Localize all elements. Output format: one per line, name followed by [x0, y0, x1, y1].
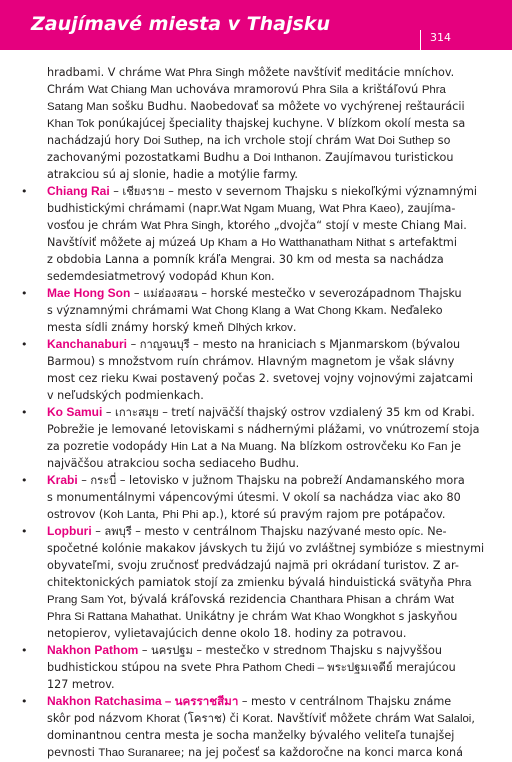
place-name: Krabi [47, 473, 78, 487]
text-line [47, 557, 499, 574]
text-line [47, 81, 499, 98]
highlighted-term: Khun Kon [220, 271, 271, 283]
text-line [47, 676, 499, 693]
bullet-item-line [21, 183, 499, 200]
text-segment: . Unikátny je chrám [178, 610, 292, 623]
text-segment: sedemdesiatmetrový vodopád [47, 270, 221, 283]
text-segment: môžete navštíviť meditácie mníchov. [244, 66, 455, 79]
text-line [47, 64, 499, 81]
text-line [47, 200, 499, 217]
place-name: Chiang Rai [47, 184, 110, 198]
text-segment: a [247, 236, 262, 249]
text-segment: ponúkajúcej špeciality thajskej kuchyne. V blízkom okolí mesta sa [94, 117, 466, 130]
highlighted-term: Up Kham [199, 237, 248, 249]
highlighted-term: Khan Tok [47, 118, 95, 130]
highlighted-term: Wat Doi Suthep [354, 135, 435, 147]
bullet-item-line [21, 693, 499, 710]
text-segment: – ลพบุรี – mesto v centrálnom Thajsku nazývané [91, 525, 365, 538]
text-line [47, 489, 499, 506]
bullet-item-line [21, 523, 499, 540]
text-segment: Chrám [47, 83, 88, 96]
text-line [47, 710, 499, 727]
highlighted-term: Wat Chong Kkam [294, 305, 384, 317]
text-line [47, 608, 499, 625]
text-segment: . Neďaleko [383, 304, 443, 317]
text-line [47, 744, 499, 761]
bullet-icon: • [21, 287, 28, 300]
bullet-icon: • [21, 474, 28, 487]
text-segment: uchováva mramorovú [172, 83, 303, 96]
highlighted-term: Doi Suthep [143, 135, 200, 147]
text-segment: vosťou je chrám [47, 219, 141, 232]
bullet-item-line [21, 642, 499, 659]
text-segment: . Ne- [420, 525, 447, 538]
text-segment: budhistickými chrámami (napr. [47, 202, 221, 215]
highlighted-term: Koh Lanta [103, 509, 156, 521]
highlighted-term: Satang Man [47, 101, 109, 113]
text-segment: – กาญจนบุรี – mesto na hraniciach s Mjanmarskom (bývalou [127, 338, 461, 351]
text-segment: nachádzajú hory [47, 134, 144, 147]
place-name: Kanchanaburi [47, 337, 128, 351]
text-segment: zachovanými pozostatkami Budhu a [47, 151, 254, 164]
highlighted-term: Wat Ngam Muang [220, 203, 313, 215]
bullet-icon: • [21, 644, 28, 657]
text-segment: obyvateľmi, svoju zručnosť predvádzajú najmä pri okrádaní turistov. Z ar- [47, 559, 459, 572]
header-divider [420, 30, 421, 50]
highlighted-term: Ho Watthanatham Nithat [261, 237, 386, 249]
place-name: Nakhon Ratchasima [47, 694, 162, 708]
highlighted-term: Ko Fan [410, 441, 448, 453]
bullet-item-line [21, 285, 499, 302]
text-segment: a [207, 440, 221, 453]
highlighted-term: Wat Chong Klang [191, 305, 281, 317]
text-segment: Navštíviť môžete aj múzeá [47, 236, 200, 249]
text-line [47, 217, 499, 234]
highlighted-term: Wat Phra Singh [140, 220, 221, 232]
highlighted-term: Phi Phi [162, 509, 199, 521]
text-segment: ) či [221, 712, 243, 725]
text-segment: – เกาะสมุย – tretí najväčší thajský ostrov vzdialený 35 km od Krabi. [102, 406, 475, 419]
text-segment: ostrovov ( [47, 508, 104, 521]
text-segment: s významnými chrámami [47, 304, 192, 317]
text-segment: dominantnou centra mesta je socha manželky bývalého veliteľa tunajšej [47, 729, 455, 742]
text-segment: – แม่ฮ่องสอน – horské mestečko v severozápadnom Thajsku [130, 287, 462, 300]
text-segment: chitektonických pamiatok stojí za zmienku bývalá hinduistická svätyňa [47, 576, 448, 589]
highlighted-term: Dlhých krkov [227, 322, 293, 334]
text-segment: v neľudských podmienkach. [47, 389, 204, 402]
text-segment: za pozretie vodopády [47, 440, 171, 453]
text-line [47, 421, 499, 438]
bullet-icon: • [21, 338, 28, 351]
text-line [47, 438, 499, 455]
highlighted-term: Wat [434, 594, 455, 606]
text-line [47, 540, 499, 557]
text-segment: mesta sídli známy horský kmeň [47, 321, 228, 334]
bullet-icon: • [21, 185, 28, 198]
text-segment: a chrám [381, 593, 435, 606]
bullet-icon: • [21, 406, 28, 419]
text-segment: s monumentálnymi vápencovými útesmi. V okolí sa nachádza viac ako 80 [47, 491, 461, 504]
text-segment: najväčšou atrakciou socha sediaceho Budhu. [47, 457, 300, 470]
highlighted-term: โคราช [187, 713, 222, 725]
text-line [47, 268, 499, 285]
text-segment: netopierov, vylietavajúcich denne okolo 18. hodiny za potravou. [47, 627, 407, 640]
text-segment: ), zaujíma- [396, 202, 456, 215]
text-line [47, 353, 499, 370]
page-number: 314 [430, 31, 451, 44]
text-line [47, 251, 499, 268]
highlighted-term: Hin Lat [170, 441, 208, 453]
highlighted-term: Phra Pathom Chedi – พระปฐมเจดีย์ [215, 662, 393, 674]
highlighted-term: Phra [447, 577, 472, 589]
body-text [21, 64, 499, 761]
highlighted-term: Wat Phra Singh [164, 67, 245, 79]
text-line [47, 319, 499, 336]
text-segment: , bývalá kráľovská rezidencia [123, 593, 290, 606]
highlighted-term: mesto opíc [364, 526, 421, 538]
highlighted-term: Na Muang [220, 441, 274, 453]
bullet-item-line [21, 404, 499, 421]
text-line [47, 387, 499, 404]
text-line [47, 115, 499, 132]
text-segment: – นครปฐม – mestečko v strednom Thajsku s najvyššou [138, 644, 442, 657]
place-name: Mae Hong Son [47, 286, 131, 300]
text-segment: 127 metrov. [47, 678, 115, 691]
bullet-item-line [21, 472, 499, 489]
text-line [47, 727, 499, 744]
text-segment: a [280, 304, 295, 317]
bullet-item-line [21, 336, 499, 353]
text-segment: so [434, 134, 451, 147]
highlighted-term: Prang Sam Yot [47, 594, 123, 606]
text-line [47, 370, 499, 387]
text-segment: . Na blízkom ostrovčeku [273, 440, 411, 453]
text-segment: s artefaktmi [385, 236, 457, 249]
text-segment: Barmou) s množstvom ruín chrámov. Hlavným magnetom je však slávny [47, 355, 455, 368]
text-segment: , na ich vrchole stojí chrám [199, 134, 355, 147]
text-segment: Pobrežie je lemované letoviskami s nádhernými plážami, vo vnútrozemí stoja [47, 423, 480, 436]
page-header [0, 0, 512, 50]
text-segment: budhistickou stúpou na svete [47, 661, 216, 674]
place-name: Lopburi [47, 524, 92, 538]
text-segment: z obdobia Lanna a pomník kráľa [47, 253, 231, 266]
text-line [47, 506, 499, 523]
text-line [47, 574, 499, 591]
text-segment: ; na jej počesť sa každoročne na konci marca koná [180, 746, 463, 759]
text-line [47, 591, 499, 608]
highlighted-term: Thao Suranaree [98, 747, 181, 759]
highlighted-term: Phra [421, 84, 446, 96]
text-line [47, 166, 499, 183]
highlighted-term: Wat Khao Wongkhot [291, 611, 395, 623]
place-name: Ko Samui [47, 405, 103, 419]
text-line [47, 455, 499, 472]
page-title: Zaujímavé miesta v Thajsku [31, 13, 330, 35]
text-segment: , ktorého „dvojča“ stojí v meste Chiang Mai. [220, 219, 467, 232]
text-segment: a krištáľovú [348, 83, 422, 96]
text-segment: most cez rieku [47, 372, 133, 385]
text-line [47, 659, 499, 676]
highlighted-term: Korat [242, 713, 270, 725]
highlighted-term: Chanthara Phisan [289, 594, 382, 606]
text-segment: . [292, 321, 297, 334]
highlighted-term: Phra Sila [302, 84, 349, 96]
text-line [47, 149, 499, 166]
text-segment: pevnosti [47, 746, 99, 759]
text-segment: , [471, 712, 475, 725]
text-segment: . [271, 270, 275, 283]
text-segment: ( [179, 712, 188, 725]
text-segment: skôr pod názvom [47, 712, 147, 725]
highlighted-term: Phra Si Rattana Mahathat [47, 611, 179, 623]
highlighted-term: Mengrai [230, 254, 272, 266]
text-line [47, 98, 499, 115]
text-segment: – เชียงราย – mesto v severnom Thajsku s niekoľkými významnými [109, 185, 477, 198]
place-name: Nakhon Pathom [47, 643, 139, 657]
highlighted-term: Wat Chiang Man [87, 84, 173, 96]
text-segment: atrakciou sú aj slonie, hadie a motýlie farmy. [47, 168, 298, 181]
text-segment: sošku Budhu. Naobedovať sa môžete vo vychýrenej reštaurácii [108, 100, 465, 113]
highlighted-term: Doi Inthanon [253, 152, 319, 164]
text-segment: merajúcou [392, 661, 456, 674]
text-line [47, 302, 499, 319]
bullet-icon: • [21, 525, 28, 538]
highlighted-term: Wat Salaloi [414, 713, 472, 725]
text-segment: s jaskyňou [394, 610, 458, 623]
text-segment: hradbami. V chráme [47, 66, 165, 79]
text-segment: – กระบี่ – letovisko v južnom Thajsku na pobreží Andamanského mora [77, 474, 465, 487]
text-segment: . Navštíviť môžete chrám [269, 712, 415, 725]
bullet-icon: • [21, 695, 28, 708]
text-segment: , [312, 202, 320, 215]
highlighted-term: Wat Phra Kaeo [319, 203, 397, 215]
text-segment: . Zaujímavou turistickou [318, 151, 454, 164]
text-segment: je [447, 440, 461, 453]
text-segment: – นครราชสีมา [161, 695, 239, 708]
text-line [47, 132, 499, 149]
highlighted-term: Kwai [132, 373, 158, 385]
text-segment: spočetné kolónie makakov jávskych tu žijú vo zvláštnej symbióze s miestnymi [47, 542, 485, 555]
text-segment: , [155, 508, 163, 521]
text-segment: postavený počas 2. svetovej vojny vojnovými zajatcami [157, 372, 473, 385]
highlighted-term: Khorat [146, 713, 180, 725]
text-segment: – mesto v centrálnom Thajsku známe [238, 695, 452, 708]
text-segment: . 30 km od mesta sa nachádza [271, 253, 444, 266]
text-line [47, 234, 499, 251]
text-segment: ap.), ktoré sú pravým rajom pre potápačov. [198, 508, 446, 521]
text-line [47, 625, 499, 642]
